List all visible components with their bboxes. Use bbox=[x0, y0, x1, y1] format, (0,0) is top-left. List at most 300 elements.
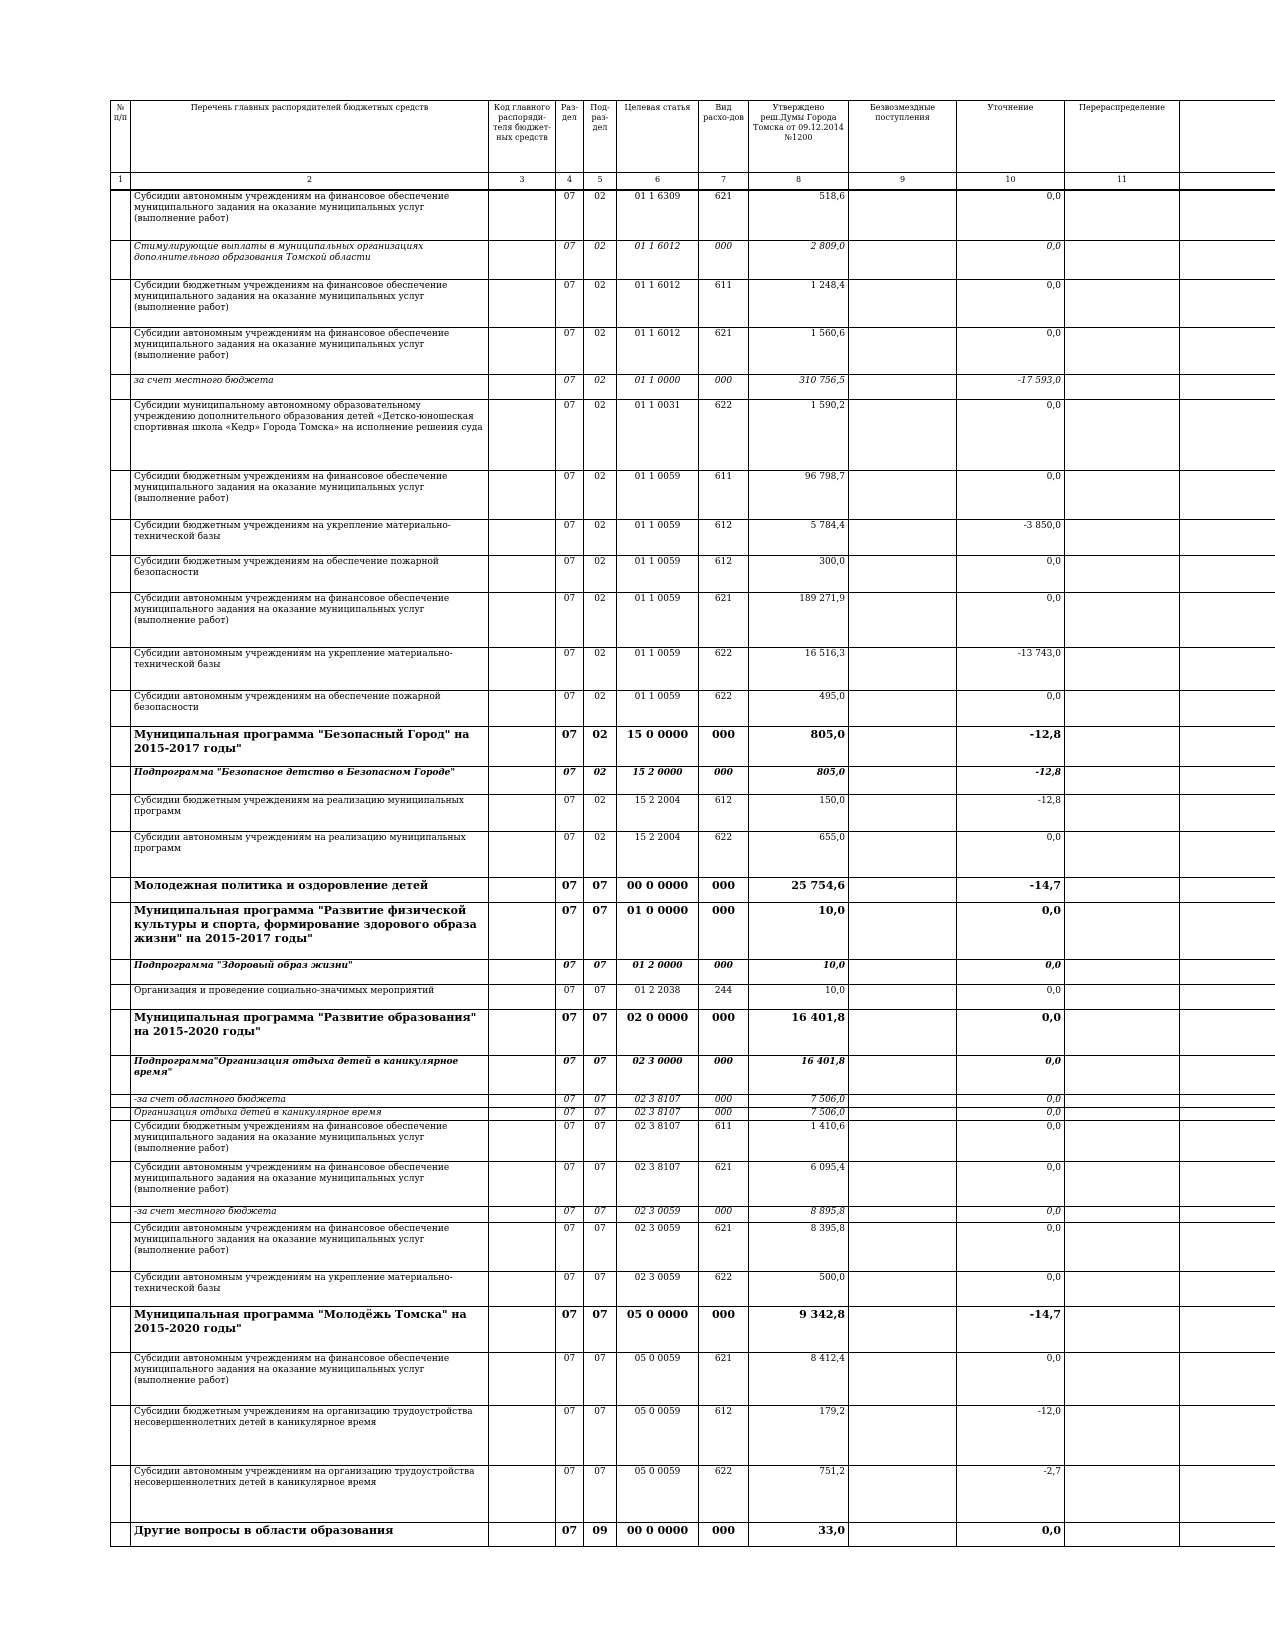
razdel-cell: 07 bbox=[556, 1107, 584, 1120]
redistribution-cell bbox=[1065, 690, 1180, 726]
change-amount-cell: 0,0 bbox=[957, 279, 1065, 327]
expense-type-cell: 611 bbox=[699, 470, 749, 519]
expense-name-cell: Подпрограмма "Безопасное детство в Безопасном Городе" bbox=[131, 766, 489, 794]
grbs-code-cell bbox=[489, 374, 556, 399]
change-amount-cell: 0,0 bbox=[957, 1009, 1065, 1055]
grbs-code-cell bbox=[489, 1161, 556, 1206]
target-article-cell: 00 0 0000 bbox=[617, 877, 699, 902]
expense-name-cell: Субсидии бюджетным учреждениям на укрепление материально-технической базы bbox=[131, 519, 489, 555]
grbs-code-cell bbox=[489, 399, 556, 470]
expense-name-cell: -за счет областного бюджета bbox=[131, 1094, 489, 1107]
change-amount-cell: -14,7 bbox=[957, 1306, 1065, 1352]
extra-cell bbox=[1180, 470, 1275, 519]
table-row bbox=[111, 470, 1275, 519]
extra-cell bbox=[1180, 327, 1275, 374]
column-number: 10 bbox=[957, 173, 1065, 191]
expense-type-cell: 621 bbox=[699, 1161, 749, 1206]
razdel-cell: 07 bbox=[556, 984, 584, 1009]
expense-type-cell: 000 bbox=[699, 1522, 749, 1546]
column-number: 3 bbox=[489, 173, 556, 191]
expense-name-cell: Организация и проведение социально-значимых мероприятий bbox=[131, 984, 489, 1009]
podrazdel-cell: 07 bbox=[584, 1120, 617, 1161]
podrazdel-cell: 02 bbox=[584, 279, 617, 327]
header-col-num: № п/п bbox=[111, 101, 131, 173]
approved-amount-cell: 10,0 bbox=[749, 902, 849, 959]
table-row bbox=[111, 1120, 1275, 1161]
approved-amount-cell: 7 506,0 bbox=[749, 1107, 849, 1120]
expense-type-cell: 622 bbox=[699, 399, 749, 470]
extra-cell bbox=[1180, 1094, 1275, 1107]
approved-amount-cell: 655,0 bbox=[749, 831, 849, 877]
grants-cell bbox=[849, 877, 957, 902]
redistribution-cell bbox=[1065, 1009, 1180, 1055]
extra-cell bbox=[1180, 519, 1275, 555]
row-number-cell bbox=[111, 279, 131, 327]
podrazdel-cell: 07 bbox=[584, 1206, 617, 1222]
grbs-code-cell bbox=[489, 327, 556, 374]
row-number-cell bbox=[111, 1009, 131, 1055]
table-row bbox=[111, 592, 1275, 647]
grants-cell bbox=[849, 726, 957, 766]
row-number-cell bbox=[111, 592, 131, 647]
approved-amount-cell: 495,0 bbox=[749, 690, 849, 726]
column-number: 2 bbox=[131, 173, 489, 191]
extra-cell bbox=[1180, 690, 1275, 726]
expense-type-cell: 000 bbox=[699, 374, 749, 399]
approved-amount-cell: 8 395,8 bbox=[749, 1222, 849, 1271]
expense-name-cell: Субсидии автономным учреждениям на финансовое обеспечение муниципального задания на оказание муниципальных услуг (выполнение работ) bbox=[131, 190, 489, 240]
change-amount-cell: -14,7 bbox=[957, 877, 1065, 902]
table-row bbox=[111, 902, 1275, 959]
row-number-cell bbox=[111, 877, 131, 902]
razdel-cell: 07 bbox=[556, 726, 584, 766]
header-col-name: Перечень главных распорядителей бюджетных средств bbox=[131, 101, 489, 173]
approved-amount-cell: 189 271,9 bbox=[749, 592, 849, 647]
extra-cell bbox=[1180, 190, 1275, 240]
podrazdel-cell: 02 bbox=[584, 399, 617, 470]
expense-name-cell: Субсидии автономным учреждениям на финансовое обеспечение муниципального задания на оказание муниципальных услуг (выполнение работ) bbox=[131, 1352, 489, 1405]
podrazdel-cell: 02 bbox=[584, 374, 617, 399]
extra-cell bbox=[1180, 374, 1275, 399]
change-amount-cell: 0,0 bbox=[957, 240, 1065, 279]
expense-type-cell: 611 bbox=[699, 279, 749, 327]
approved-amount-cell: 96 798,7 bbox=[749, 470, 849, 519]
header-col-target: Целевая статья bbox=[617, 101, 699, 173]
target-article-cell: 01 1 0059 bbox=[617, 690, 699, 726]
target-article-cell: 01 1 0059 bbox=[617, 519, 699, 555]
podrazdel-cell: 02 bbox=[584, 794, 617, 831]
approved-amount-cell: 150,0 bbox=[749, 794, 849, 831]
redistribution-cell bbox=[1065, 279, 1180, 327]
expense-type-cell: 612 bbox=[699, 794, 749, 831]
expense-name-cell: Субсидии автономным учреждениям на финансовое обеспечение муниципального задания на оказание муниципальных услуг (выполнение работ) bbox=[131, 1222, 489, 1271]
extra-cell bbox=[1180, 1009, 1275, 1055]
change-amount-cell: -12,0 bbox=[957, 1405, 1065, 1465]
expense-type-cell: 000 bbox=[699, 1306, 749, 1352]
grbs-code-cell bbox=[489, 1107, 556, 1120]
redistribution-cell bbox=[1065, 1465, 1180, 1522]
grants-cell bbox=[849, 1271, 957, 1306]
extra-cell bbox=[1180, 831, 1275, 877]
approved-amount-cell: 33,0 bbox=[749, 1522, 849, 1546]
redistribution-cell bbox=[1065, 470, 1180, 519]
redistribution-cell bbox=[1065, 190, 1180, 240]
extra-cell bbox=[1180, 902, 1275, 959]
target-article-cell: 05 0 0059 bbox=[617, 1352, 699, 1405]
podrazdel-cell: 07 bbox=[584, 1222, 617, 1271]
change-amount-cell: 0,0 bbox=[957, 1522, 1065, 1546]
table-row bbox=[111, 519, 1275, 555]
column-number: 11 bbox=[1065, 173, 1180, 191]
expense-type-cell: 622 bbox=[699, 1271, 749, 1306]
approved-amount-cell: 805,0 bbox=[749, 766, 849, 794]
razdel-cell: 07 bbox=[556, 1306, 584, 1352]
grants-cell bbox=[849, 592, 957, 647]
expense-name-cell: -за счет местного бюджета bbox=[131, 1206, 489, 1222]
approved-amount-cell: 1 248,4 bbox=[749, 279, 849, 327]
target-article-cell: 05 0 0059 bbox=[617, 1465, 699, 1522]
extra-cell bbox=[1180, 877, 1275, 902]
target-article-cell: 02 3 0059 bbox=[617, 1222, 699, 1271]
extra-cell bbox=[1180, 1120, 1275, 1161]
razdel-cell: 07 bbox=[556, 374, 584, 399]
extra-cell bbox=[1180, 1271, 1275, 1306]
razdel-cell: 07 bbox=[556, 470, 584, 519]
razdel-cell: 07 bbox=[556, 1094, 584, 1107]
redistribution-cell bbox=[1065, 726, 1180, 766]
table-row bbox=[111, 1055, 1275, 1094]
grants-cell bbox=[849, 1120, 957, 1161]
expense-name-cell: Субсидии автономным учреждениям на укрепление материально-технической базы bbox=[131, 647, 489, 690]
target-article-cell: 05 0 0000 bbox=[617, 1306, 699, 1352]
redistribution-cell bbox=[1065, 374, 1180, 399]
razdel-cell: 07 bbox=[556, 690, 584, 726]
target-article-cell: 01 1 6012 bbox=[617, 240, 699, 279]
row-number-cell bbox=[111, 1271, 131, 1306]
extra-cell bbox=[1180, 555, 1275, 592]
grants-cell bbox=[849, 766, 957, 794]
redistribution-cell bbox=[1065, 1271, 1180, 1306]
table-row bbox=[111, 647, 1275, 690]
redistribution-cell bbox=[1065, 1522, 1180, 1546]
grbs-code-cell bbox=[489, 1405, 556, 1465]
grbs-code-cell bbox=[489, 470, 556, 519]
table-row bbox=[111, 327, 1275, 374]
grants-cell bbox=[849, 1161, 957, 1206]
extra-cell bbox=[1180, 1522, 1275, 1546]
razdel-cell: 07 bbox=[556, 1055, 584, 1094]
extra-cell bbox=[1180, 592, 1275, 647]
approved-amount-cell: 16 516,3 bbox=[749, 647, 849, 690]
redistribution-cell bbox=[1065, 519, 1180, 555]
table-row bbox=[111, 1094, 1275, 1107]
grants-cell bbox=[849, 327, 957, 374]
row-number-cell bbox=[111, 902, 131, 959]
expense-type-cell: 621 bbox=[699, 190, 749, 240]
razdel-cell: 07 bbox=[556, 1120, 584, 1161]
grants-cell bbox=[849, 1306, 957, 1352]
row-number-cell bbox=[111, 1055, 131, 1094]
approved-amount-cell: 8 895,8 bbox=[749, 1206, 849, 1222]
expense-type-cell: 612 bbox=[699, 555, 749, 592]
extra-cell bbox=[1180, 1107, 1275, 1120]
razdel-cell: 07 bbox=[556, 1222, 584, 1271]
grants-cell bbox=[849, 1222, 957, 1271]
extra-cell bbox=[1180, 1306, 1275, 1352]
grbs-code-cell bbox=[489, 190, 556, 240]
redistribution-cell bbox=[1065, 766, 1180, 794]
target-article-cell: 01 2 0000 bbox=[617, 959, 699, 984]
target-article-cell: 01 1 0059 bbox=[617, 592, 699, 647]
expense-name-cell: Субсидии бюджетным учреждениям на обеспечение пожарной безопасности bbox=[131, 555, 489, 592]
header-col-expense-type: Вид расхо-дов bbox=[699, 101, 749, 173]
table-row bbox=[111, 766, 1275, 794]
expense-name-cell: Субсидии автономным учреждениям на обеспечение пожарной безопасности bbox=[131, 690, 489, 726]
expense-type-cell: 611 bbox=[699, 1120, 749, 1161]
podrazdel-cell: 02 bbox=[584, 766, 617, 794]
grbs-code-cell bbox=[489, 1465, 556, 1522]
expense-name-cell: Субсидии автономным учреждениям на организацию трудоустройства несовершеннолетних детей в каникулярное время bbox=[131, 1465, 489, 1522]
expense-name-cell: Субсидии автономным учреждениям на финансовое обеспечение муниципального задания на оказание муниципальных услуг (выполнение работ) bbox=[131, 1161, 489, 1206]
expense-type-cell: 000 bbox=[699, 1107, 749, 1120]
row-number-cell bbox=[111, 794, 131, 831]
grants-cell bbox=[849, 555, 957, 592]
grants-cell bbox=[849, 470, 957, 519]
target-article-cell: 02 3 0059 bbox=[617, 1206, 699, 1222]
approved-amount-cell: 8 412,4 bbox=[749, 1352, 849, 1405]
expense-type-cell: 000 bbox=[699, 877, 749, 902]
razdel-cell: 07 bbox=[556, 766, 584, 794]
grbs-code-cell bbox=[489, 1306, 556, 1352]
target-article-cell: 01 1 0059 bbox=[617, 470, 699, 519]
redistribution-cell bbox=[1065, 1222, 1180, 1271]
podrazdel-cell: 02 bbox=[584, 831, 617, 877]
target-article-cell: 01 1 0031 bbox=[617, 399, 699, 470]
podrazdel-cell: 02 bbox=[584, 592, 617, 647]
grbs-code-cell bbox=[489, 1009, 556, 1055]
grbs-code-cell bbox=[489, 1055, 556, 1094]
table-row bbox=[111, 984, 1275, 1009]
redistribution-cell bbox=[1065, 1206, 1180, 1222]
podrazdel-cell: 09 bbox=[584, 1522, 617, 1546]
expense-name-cell: Подпрограмма "Здоровый образ жизни" bbox=[131, 959, 489, 984]
razdel-cell: 07 bbox=[556, 1522, 584, 1546]
column-number: 4 bbox=[556, 173, 584, 191]
table-row bbox=[111, 1306, 1275, 1352]
podrazdel-cell: 07 bbox=[584, 1055, 617, 1094]
expense-name-cell: Муниципальная программа "Безопасный Город" на 2015-2017 годы" bbox=[131, 726, 489, 766]
expense-name-cell: Другие вопросы в области образования bbox=[131, 1522, 489, 1546]
change-amount-cell: 0,0 bbox=[957, 690, 1065, 726]
redistribution-cell bbox=[1065, 831, 1180, 877]
header-col-grbs: Код главного распоряди-теля бюджет-ных средств bbox=[489, 101, 556, 173]
grbs-code-cell bbox=[489, 959, 556, 984]
expense-name-cell: Стимулирующие выплаты в муниципальных организациях дополнительного образования Томской области bbox=[131, 240, 489, 279]
expense-type-cell: 000 bbox=[699, 726, 749, 766]
extra-cell bbox=[1180, 279, 1275, 327]
row-number-cell bbox=[111, 1306, 131, 1352]
header-col-razdel: Раз-дел bbox=[556, 101, 584, 173]
expense-name-cell: Субсидии автономным учреждениям на укрепление материально-технической базы bbox=[131, 1271, 489, 1306]
grants-cell bbox=[849, 1405, 957, 1465]
change-amount-cell: 0,0 bbox=[957, 984, 1065, 1009]
expense-name-cell: Субсидии автономным учреждениям на финансовое обеспечение муниципального задания на оказание муниципальных услуг (выполнение работ) bbox=[131, 592, 489, 647]
change-amount-cell: 0,0 bbox=[957, 190, 1065, 240]
razdel-cell: 07 bbox=[556, 1161, 584, 1206]
budget-sheet bbox=[110, 100, 1275, 1547]
podrazdel-cell: 07 bbox=[584, 984, 617, 1009]
grants-cell bbox=[849, 240, 957, 279]
row-number-cell bbox=[111, 766, 131, 794]
table-row bbox=[111, 1161, 1275, 1206]
extra-cell bbox=[1180, 726, 1275, 766]
razdel-cell: 07 bbox=[556, 399, 584, 470]
change-amount-cell: 0,0 bbox=[957, 959, 1065, 984]
expense-name-cell: Субсидии бюджетным учреждениям на финансовое обеспечение муниципального задания на оказание муниципальных услуг (выполнение работ) bbox=[131, 279, 489, 327]
razdel-cell: 07 bbox=[556, 1009, 584, 1055]
target-article-cell: 02 3 0000 bbox=[617, 1055, 699, 1094]
grbs-code-cell bbox=[489, 766, 556, 794]
grbs-code-cell bbox=[489, 1094, 556, 1107]
grants-cell bbox=[849, 1094, 957, 1107]
grants-cell bbox=[849, 1206, 957, 1222]
expense-type-cell: 000 bbox=[699, 1094, 749, 1107]
table-row bbox=[111, 1222, 1275, 1271]
approved-amount-cell: 1 590,2 bbox=[749, 399, 849, 470]
grbs-code-cell bbox=[489, 726, 556, 766]
razdel-cell: 07 bbox=[556, 647, 584, 690]
expense-type-cell: 612 bbox=[699, 1405, 749, 1465]
razdel-cell: 07 bbox=[556, 279, 584, 327]
expense-type-cell: 000 bbox=[699, 1009, 749, 1055]
change-amount-cell: 0,0 bbox=[957, 831, 1065, 877]
expense-name-cell: Субсидии бюджетным учреждениям на реализацию муниципальных программ bbox=[131, 794, 489, 831]
target-article-cell: 02 3 8107 bbox=[617, 1107, 699, 1120]
target-article-cell: 15 2 2004 bbox=[617, 794, 699, 831]
change-amount-cell: 0,0 bbox=[957, 592, 1065, 647]
table-row bbox=[111, 1352, 1275, 1405]
target-article-cell: 01 1 6309 bbox=[617, 190, 699, 240]
change-amount-cell: 0,0 bbox=[957, 470, 1065, 519]
podrazdel-cell: 07 bbox=[584, 1306, 617, 1352]
change-amount-cell: 0,0 bbox=[957, 902, 1065, 959]
grants-cell bbox=[849, 647, 957, 690]
razdel-cell: 07 bbox=[556, 877, 584, 902]
approved-amount-cell: 1 410,6 bbox=[749, 1120, 849, 1161]
expense-type-cell: 622 bbox=[699, 1465, 749, 1522]
target-article-cell: 00 0 0000 bbox=[617, 1522, 699, 1546]
grants-cell bbox=[849, 279, 957, 327]
expense-type-cell: 621 bbox=[699, 1352, 749, 1405]
table-row bbox=[111, 374, 1275, 399]
table-row bbox=[111, 690, 1275, 726]
row-number-cell bbox=[111, 1094, 131, 1107]
target-article-cell: 15 2 2004 bbox=[617, 831, 699, 877]
change-amount-cell: 0,0 bbox=[957, 399, 1065, 470]
grants-cell bbox=[849, 984, 957, 1009]
target-article-cell: 02 3 0059 bbox=[617, 1271, 699, 1306]
approved-amount-cell: 310 756,5 bbox=[749, 374, 849, 399]
row-number-cell bbox=[111, 1107, 131, 1120]
extra-cell bbox=[1180, 1465, 1275, 1522]
redistribution-cell bbox=[1065, 592, 1180, 647]
razdel-cell: 07 bbox=[556, 902, 584, 959]
podrazdel-cell: 07 bbox=[584, 1009, 617, 1055]
expense-name-cell: Субсидии бюджетным учреждениям на организацию трудоустройства несовершеннолетних детей в каникулярное время bbox=[131, 1405, 489, 1465]
grbs-code-cell bbox=[489, 831, 556, 877]
razdel-cell: 07 bbox=[556, 1352, 584, 1405]
expense-name-cell: Субсидии бюджетным учреждениям на финансовое обеспечение муниципального задания на оказание муниципальных услуг (выполнение работ) bbox=[131, 1120, 489, 1161]
row-number-cell bbox=[111, 399, 131, 470]
approved-amount-cell: 2 809,0 bbox=[749, 240, 849, 279]
grants-cell bbox=[849, 190, 957, 240]
row-number-cell bbox=[111, 959, 131, 984]
row-number-cell bbox=[111, 190, 131, 240]
razdel-cell: 07 bbox=[556, 555, 584, 592]
grbs-code-cell bbox=[489, 1352, 556, 1405]
approved-amount-cell: 179,2 bbox=[749, 1405, 849, 1465]
expense-type-cell: 622 bbox=[699, 831, 749, 877]
podrazdel-cell: 02 bbox=[584, 647, 617, 690]
approved-amount-cell: 10,0 bbox=[749, 959, 849, 984]
redistribution-cell bbox=[1065, 902, 1180, 959]
grbs-code-cell bbox=[489, 1120, 556, 1161]
target-article-cell: 05 0 0059 bbox=[617, 1405, 699, 1465]
table-row bbox=[111, 959, 1275, 984]
target-article-cell: 15 0 0000 bbox=[617, 726, 699, 766]
redistribution-cell bbox=[1065, 327, 1180, 374]
expense-type-cell: 621 bbox=[699, 327, 749, 374]
grants-cell bbox=[849, 1107, 957, 1120]
grants-cell bbox=[849, 902, 957, 959]
grants-cell bbox=[849, 1522, 957, 1546]
table-row bbox=[111, 877, 1275, 902]
target-article-cell: 01 1 0059 bbox=[617, 555, 699, 592]
table-row bbox=[111, 1206, 1275, 1222]
expense-name-cell: Субсидии автономным учреждениям на реализацию муниципальных программ bbox=[131, 831, 489, 877]
table-row bbox=[111, 1405, 1275, 1465]
row-number-cell bbox=[111, 327, 131, 374]
redistribution-cell bbox=[1065, 1120, 1180, 1161]
table-row bbox=[111, 1522, 1275, 1546]
podrazdel-cell: 02 bbox=[584, 519, 617, 555]
approved-amount-cell: 805,0 bbox=[749, 726, 849, 766]
grbs-code-cell bbox=[489, 690, 556, 726]
grants-cell bbox=[849, 690, 957, 726]
row-number-cell bbox=[111, 1522, 131, 1546]
header-col-approved: Утверждено реш.Думы Города Томска от 09.12.2014 №1200 bbox=[749, 101, 849, 173]
row-number-cell bbox=[111, 690, 131, 726]
table-row bbox=[111, 1107, 1275, 1120]
razdel-cell: 07 bbox=[556, 327, 584, 374]
extra-cell bbox=[1180, 959, 1275, 984]
podrazdel-cell: 07 bbox=[584, 959, 617, 984]
row-number-cell bbox=[111, 1120, 131, 1161]
row-number-cell bbox=[111, 470, 131, 519]
change-amount-cell: -12,8 bbox=[957, 766, 1065, 794]
grants-cell bbox=[849, 374, 957, 399]
extra-cell bbox=[1180, 1206, 1275, 1222]
row-number-cell bbox=[111, 647, 131, 690]
row-number-cell bbox=[111, 1161, 131, 1206]
expense-type-cell: 621 bbox=[699, 1222, 749, 1271]
podrazdel-cell: 07 bbox=[584, 877, 617, 902]
grbs-code-cell bbox=[489, 984, 556, 1009]
approved-amount-cell: 16 401,8 bbox=[749, 1009, 849, 1055]
expense-type-cell: 000 bbox=[699, 959, 749, 984]
target-article-cell: 02 3 8107 bbox=[617, 1161, 699, 1206]
grbs-code-cell bbox=[489, 279, 556, 327]
